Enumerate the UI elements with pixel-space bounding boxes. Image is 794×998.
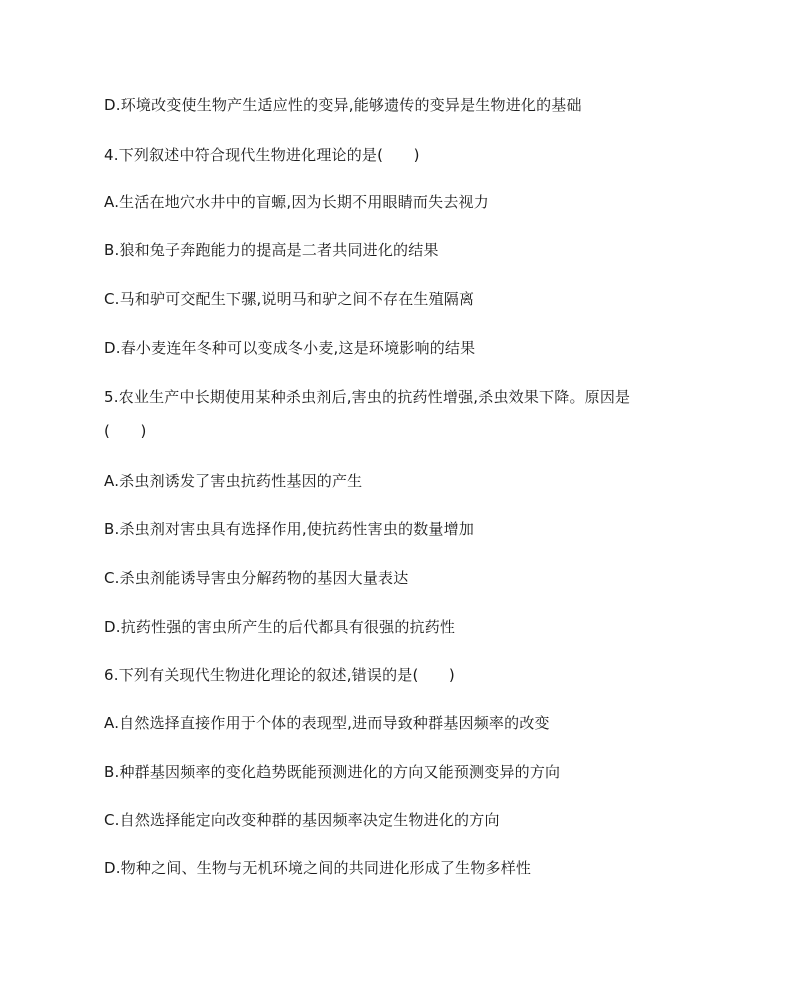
option-5a: A.杀虫剂诱发了害虫抗药性基因的产生 (104, 472, 363, 490)
option-6b: B.种群基因频率的变化趋势既能预测进化的方向又能预测变异的方向 (104, 763, 561, 781)
option-5d: D.抗药性强的害虫所产生的后代都具有很强的抗药性 (104, 618, 456, 636)
option-6d: D.物种之间、生物与无机环境之间的共同进化形成了生物多样性 (104, 859, 532, 877)
option-4d: D.春小麦连年冬种可以变成冬小麦,这是环境影响的结果 (104, 339, 476, 357)
question-5: 5.农业生产中长期使用某种杀虫剂后,害虫的抗药性增强,杀虫效果下降。原因是 (104, 388, 631, 406)
option-4a: A.生活在地穴水井中的盲螈,因为长期不用眼睛而失去视力 (104, 193, 489, 211)
option-5b: B.杀虫剂对害虫具有选择作用,使抗药性害虫的数量增加 (104, 520, 475, 538)
option-3d: D.环境改变使生物产生适应性的变异,能够遗传的变异是生物进化的基础 (104, 96, 582, 114)
option-4c: C.马和驴可交配生下骡,说明马和驴之间不存在生殖隔离 (104, 290, 475, 308)
option-5c: C.杀虫剂能诱导害虫分解药物的基因大量表达 (104, 569, 409, 587)
question-6: 6.下列有关现代生物进化理论的叙述,错误的是( ) (104, 666, 455, 684)
option-6c: C.自然选择能定向改变种群的基因频率决定生物进化的方向 (104, 811, 500, 829)
question-4: 4.下列叙述中符合现代生物进化理论的是( ) (104, 146, 420, 164)
option-4b: B.狼和兔子奔跑能力的提高是二者共同进化的结果 (104, 241, 439, 259)
question-5-blank: ( ) (104, 422, 147, 440)
option-6a: A.自然选择直接作用于个体的表现型,进而导致种群基因频率的改变 (104, 714, 550, 732)
